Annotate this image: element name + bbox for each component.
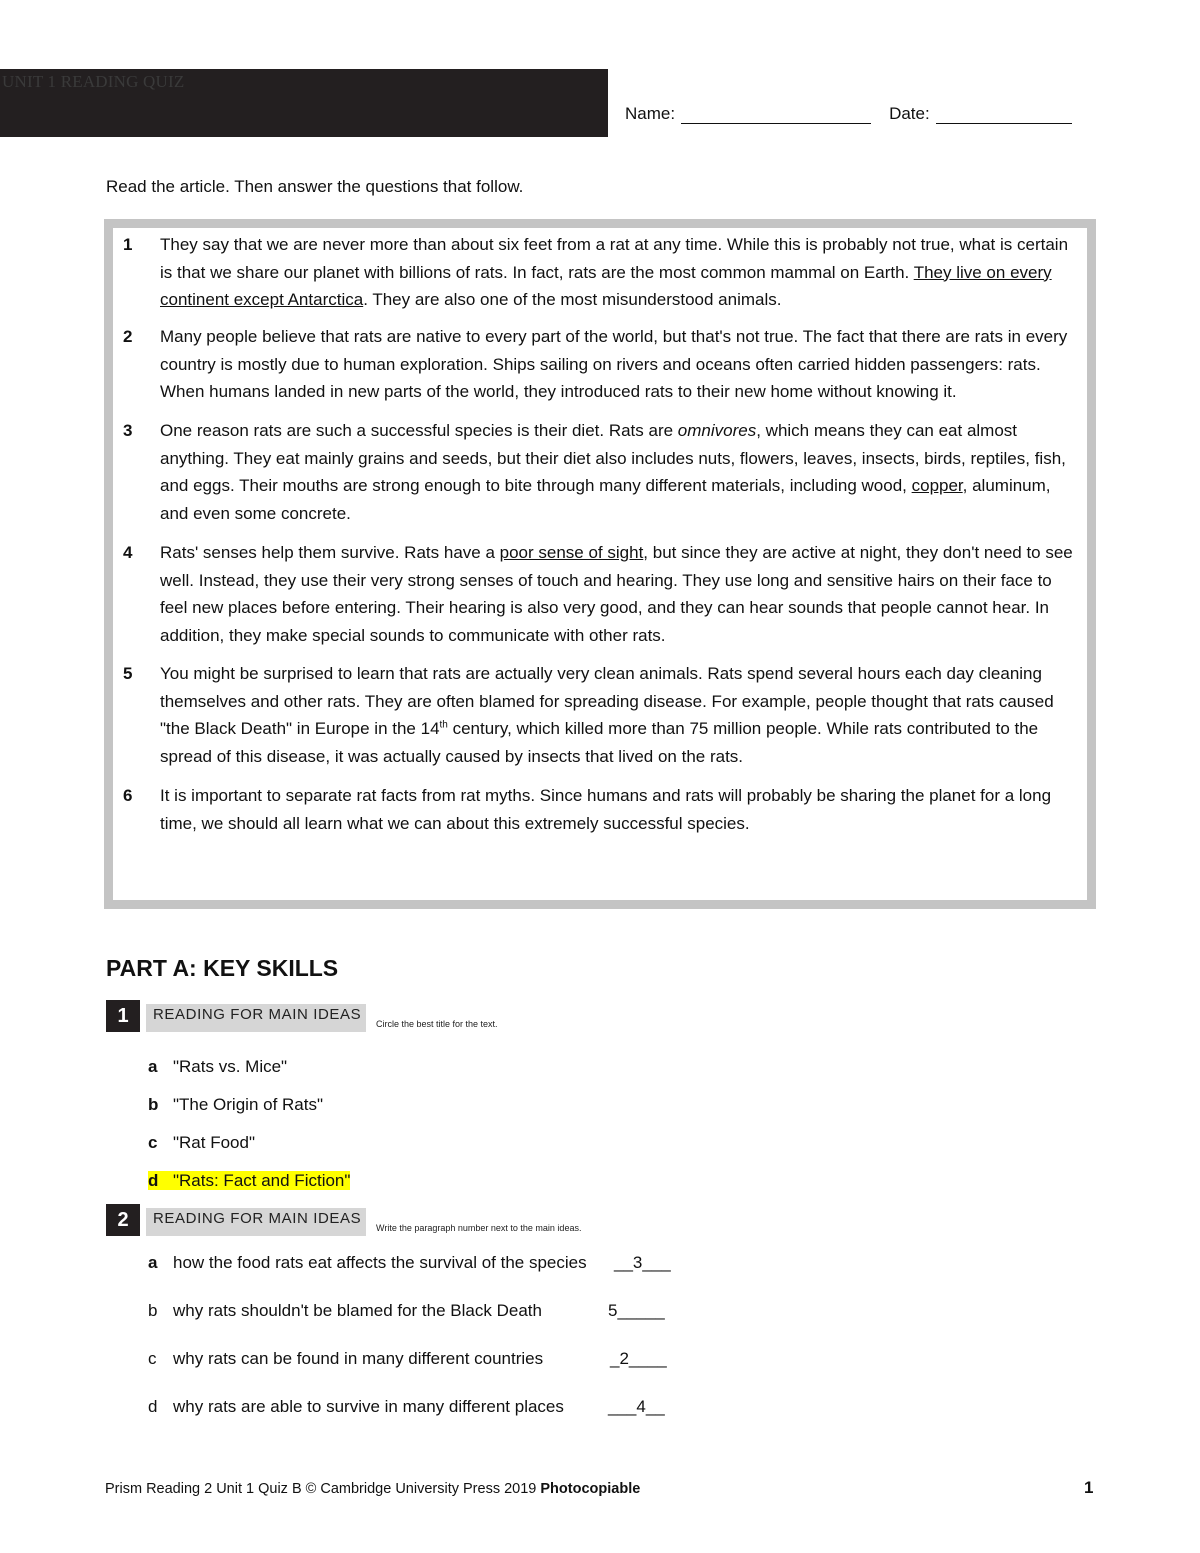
- option-a[interactable]: a "Rats vs. Mice": [148, 1057, 288, 1076]
- paragraph-5: 5 You might be surprised to learn that rats are actually very clean animals. Rats spend several hours each day cleaning themselves and other rats. They are often blamed for spreading disease. For example, people thought that rats caused "the Black Death" in Europe in the 14th century, which killed more than 75 million people. While rats contributed to the spread of this disease, it was actually caused by insects that lived on the rats.: [123, 660, 1073, 770]
- underlined-phrase: poor sense of sight: [499, 543, 644, 562]
- footer-text: Prism Reading 2 Unit 1 Quiz B © Cambridge University Press 2019: [105, 1481, 541, 1497]
- item-c: c why rats can be found in many different countries: [148, 1349, 544, 1368]
- exercise-2-label: READING FOR MAIN IDEAS: [146, 1208, 366, 1236]
- answer-b[interactable]: 5_____: [608, 1301, 665, 1320]
- item-d: d why rats are able to survive in many different places: [148, 1397, 564, 1416]
- underlined-phrase: They live on every continent except Antarctica: [160, 262, 1052, 309]
- date-field[interactable]: [936, 105, 1072, 124]
- paragraph-2: 2 Many people believe that rats are native to every part of the world, but that's not true. The fact that there are rats in every country is mostly due to human exploration. Ships sailing on rivers and oceans often carried hidden passengers: rats. When humans landed in new parts of the world, they introduced rats to their new home without knowing it.: [123, 323, 1073, 406]
- paragraph-number: 3: [123, 421, 133, 440]
- paragraph-number: 5: [123, 664, 133, 683]
- answer-d[interactable]: ___4__: [608, 1397, 665, 1416]
- item-a: a how the food rats eat affects the survival of the species: [148, 1253, 587, 1272]
- footer: [105, 1481, 640, 1497]
- exercise-1-instruction: Circle the best title for the text.: [376, 1019, 498, 1029]
- article-box: [104, 219, 1096, 909]
- exercise-2-number: 2: [106, 1204, 140, 1236]
- answer-c[interactable]: _2____: [610, 1349, 667, 1368]
- paragraph-1: 1 They say that we are never more than about six feet from a rat at any time. While this is probably not true, what is certain is that we share our planet with billions of rats. In fact, rats are the most common mammal on Earth. They live on every continent except Antarctica. They are also one of the most misunderstood animals.: [123, 231, 1073, 314]
- page-number: 1: [1084, 1478, 1094, 1497]
- paragraph-number: 6: [123, 786, 133, 805]
- paragraph-3: 3 One reason rats are such a successful species is their diet. Rats are omnivores, which means they can eat almost anything. They eat mainly grains and seeds, but their diet also includes nuts, flowers, leaves, insects, birds, reptiles, fish, and eggs. Their mouths are strong enough to bite through many different materials, including wood, copper, aluminum, and even some concrete.: [123, 417, 1073, 527]
- instructions: Read the article. Then answer the questions that follow.: [106, 177, 524, 196]
- exercise-2-instruction: Write the paragraph number next to the main ideas.: [376, 1223, 582, 1233]
- name-field[interactable]: [681, 105, 871, 124]
- paragraph-number: 4: [123, 543, 133, 562]
- paragraph-4: 4 Rats' senses help them survive. Rats have a poor sense of sight, but since they are active at night, they don't need to see well. Instead, they use their very strong senses of touch and hearing. They use long and sensitive hairs on their face to feel new places before entering. Their hearing is also very good, and they can hear sounds that people cannot hear. In addition, they make special sounds to communicate with other rats.: [123, 539, 1073, 649]
- date-label: Date:: [889, 104, 930, 123]
- footer-photocopiable: Photocopiable: [540, 1481, 641, 1497]
- name-label: Name:: [625, 104, 676, 123]
- quiz-title: UNIT 1 READING QUIZ: [2, 72, 185, 91]
- part-a-title: PART A: KEY SKILLS: [106, 955, 339, 981]
- paragraph-number: 1: [123, 235, 133, 254]
- option-b[interactable]: b "The Origin of Rats": [148, 1095, 324, 1114]
- italic-term: omnivores: [677, 421, 757, 440]
- exercise-1-number: 1: [106, 1000, 140, 1032]
- answer-a[interactable]: __3___: [614, 1253, 671, 1272]
- option-c[interactable]: c "Rat Food": [148, 1133, 255, 1152]
- name-date-fields: [625, 104, 1072, 124]
- paragraph-number: 2: [123, 327, 133, 346]
- underlined-word: copper: [911, 476, 963, 495]
- exercise-1-label: READING FOR MAIN IDEAS: [146, 1004, 366, 1032]
- item-b: b why rats shouldn't be blamed for the Black Death: [148, 1301, 542, 1320]
- option-d-selected[interactable]: d "Rats: Fact and Fiction": [148, 1171, 351, 1190]
- paragraph-6: 6 It is important to separate rat facts from rat myths. Since humans and rats will probably be sharing the planet for a long time, we should all learn what we can about this extremely successful species.: [123, 782, 1073, 837]
